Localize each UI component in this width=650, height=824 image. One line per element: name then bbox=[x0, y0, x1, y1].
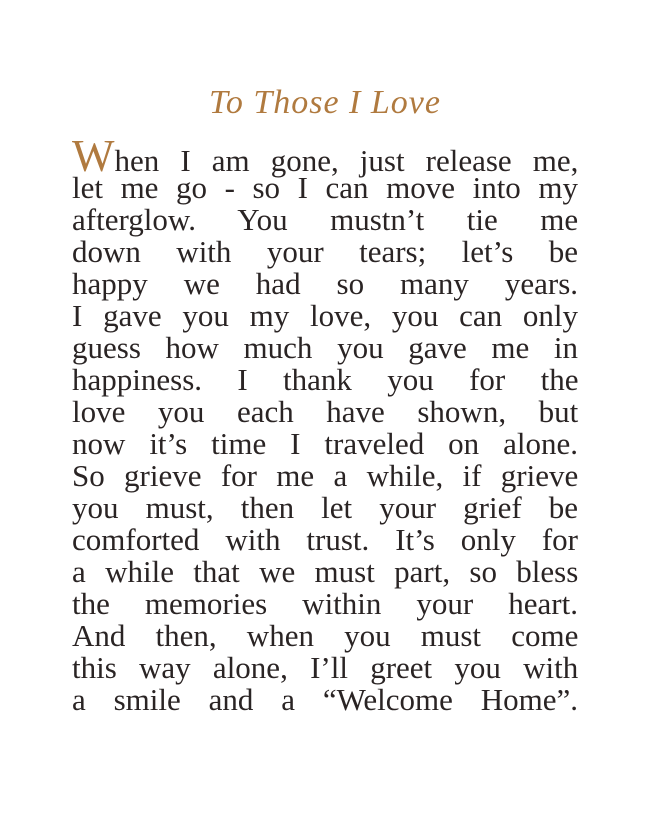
poem-line: down with your tears; let’s be bbox=[72, 234, 578, 269]
poem-line: happy we had so many years. bbox=[72, 266, 579, 301]
poem-line: a smile and a “Welcome Home”. bbox=[72, 682, 578, 717]
poem-line-text: hen I am gone, just release me, bbox=[114, 143, 579, 178]
poem-line: a while that we must part, so bless bbox=[72, 554, 579, 589]
poem-body bbox=[72, 131, 579, 717]
drop-cap: W bbox=[72, 131, 115, 181]
poem-line: And then, when you must come bbox=[72, 618, 579, 653]
poem-line: the memories within your heart. bbox=[72, 586, 578, 621]
poem-line: comforted with trust. It’s only for bbox=[72, 522, 578, 557]
poem-line bbox=[72, 131, 579, 181]
poem-line: let me go - so I can move into my bbox=[72, 170, 578, 205]
poem-line: this way alone, I’ll greet you with bbox=[72, 650, 579, 685]
poem-line: you must, then let your grief be bbox=[72, 490, 578, 525]
poem-line: I gave you my love, you can only bbox=[72, 298, 578, 333]
poem-line: happiness. I thank you for the bbox=[72, 362, 579, 397]
poem-line: love you each have shown, but bbox=[72, 394, 579, 429]
poem-line: So grieve for me a while, if grieve bbox=[72, 458, 579, 493]
poem-line: afterglow. You mustn’t tie me bbox=[72, 202, 579, 237]
poem-line: guess how much you gave me in bbox=[72, 330, 578, 365]
poem-title: To Those I Love bbox=[209, 84, 441, 121]
poem-line: now it’s time I traveled on alone. bbox=[72, 426, 578, 461]
